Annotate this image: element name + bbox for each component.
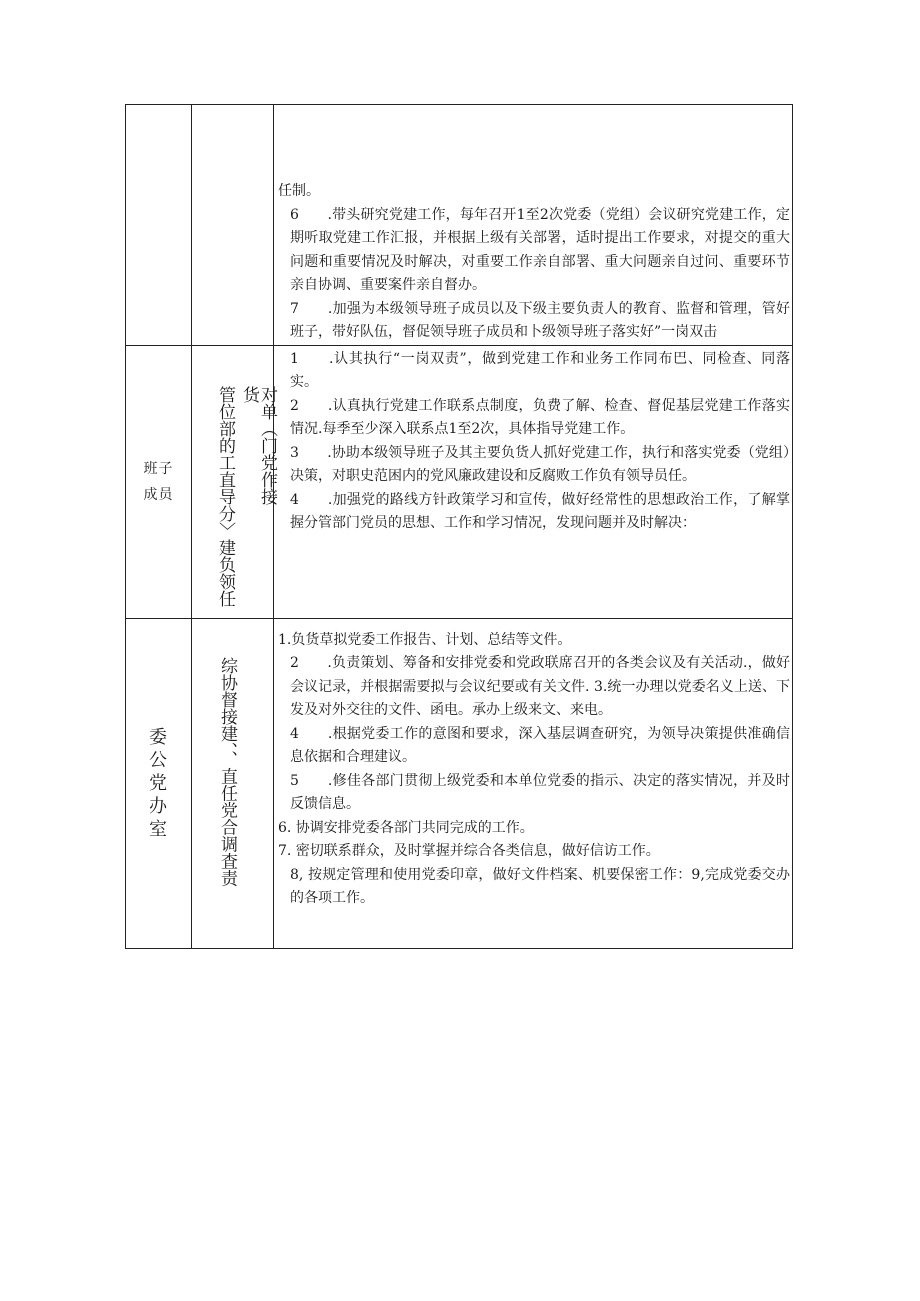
responsibility-label-col2: 管位部的工直导分〉建负领任 — [215, 385, 235, 607]
duty-item: 6. 协调安排党委各部门共同完成的工作。 — [278, 819, 534, 836]
table-row — [126, 105, 793, 346]
responsibility-cell — [192, 345, 277, 618]
duty-item: 1.负货草拟党委工作报告、计划、总结等文件。 — [278, 631, 572, 648]
duty-item: 2 .认真执行党建工作联系点制度，负费了解、检查、督促基层党建工作落实情况.每季至少深入联系点1至2次，具体指导党建工作。 — [290, 397, 790, 437]
duty-item: 8, 按规定管理和使用党委印章，做好文件档案、机要保密工作：9,完成党委交办的各项工作。 — [290, 866, 790, 906]
role-cell — [126, 618, 192, 948]
responsibility-cell — [192, 105, 274, 346]
responsibility-cell — [192, 618, 274, 948]
duty-item: 4 .根据党委工作的意图和要求，深入基层调查研究，为领导决策提供准确信息依据和合理建议。 — [290, 725, 790, 765]
responsibility-label-col1: 综协督接建、、直任党合调査责 — [217, 656, 237, 886]
duty-item: 4 .加强党的路线方针政策学习和宣传，做好经常性的思想政治工作，了解掌握分管部门党员的思想、工作和学习情况，发现问题并及时解决： — [290, 491, 790, 531]
duty-cell — [274, 105, 793, 346]
duty-cell — [274, 345, 793, 618]
duty-item: 6 .带头研究党建工作，每年召开1至2次党委（党组）会议研究党建工作，定期听取党建工作汇报，并根据上级有关部署，适时提出工作要求，对提交的重大问题和重要情况及时解决，对重要工作亲自部署、重大问题亲自过问、重要环节亲自协调、重要案件亲自督办。 — [290, 206, 790, 293]
duty-item: 7. 密切联系群众，及时掌握并综合各类信息，做好信访工作。 — [278, 843, 660, 859]
responsibility-table — [125, 104, 793, 949]
duty-item: 2 .负责策划、筹备和安排党委和党政联席召开的各类会议及有关活动.，做好会议记录，并根据需要拟与会议纪要或有关文件. 3.统一办理以党委名义上送、下发及对外交往的文件、函电。承办上级来文、来电。 — [290, 655, 790, 718]
role-cell — [126, 105, 192, 346]
table-row — [126, 618, 793, 948]
duty-item: 任制。 — [278, 183, 320, 199]
duty-cell — [274, 618, 793, 948]
duty-item: 5 .修佳各部门贯彻上级党委和本单位党委的指示、决定的落实情况，并及时反馈信息。 — [290, 772, 790, 812]
responsibility-label-col1: 对单（门党作接货 — [239, 385, 277, 505]
duty-item: 3 .协助本级领导班子及其主要负货人抓好党建工作，执行和落实党委（党组）决策，对职史范困内的党风廉政建设和反腐败工作负有领导员任。 — [290, 444, 790, 484]
table-row — [126, 345, 793, 618]
duty-item: 1 .认其执行“一岗双责”，做到党建工作和业务工作同布巴、同检查、同落实。 — [290, 350, 790, 390]
role-label: 班子成员 — [143, 460, 174, 503]
role-cell — [126, 345, 192, 618]
role-label: 委公党办室 — [149, 726, 168, 840]
duty-item: 7 .加强为本级领导班子成员以及下级主要负责人的教育、监督和管理，管好班子，带好队伍，督促领导班子成员和卜级领导班子落实好”一岗双击 — [290, 300, 790, 340]
